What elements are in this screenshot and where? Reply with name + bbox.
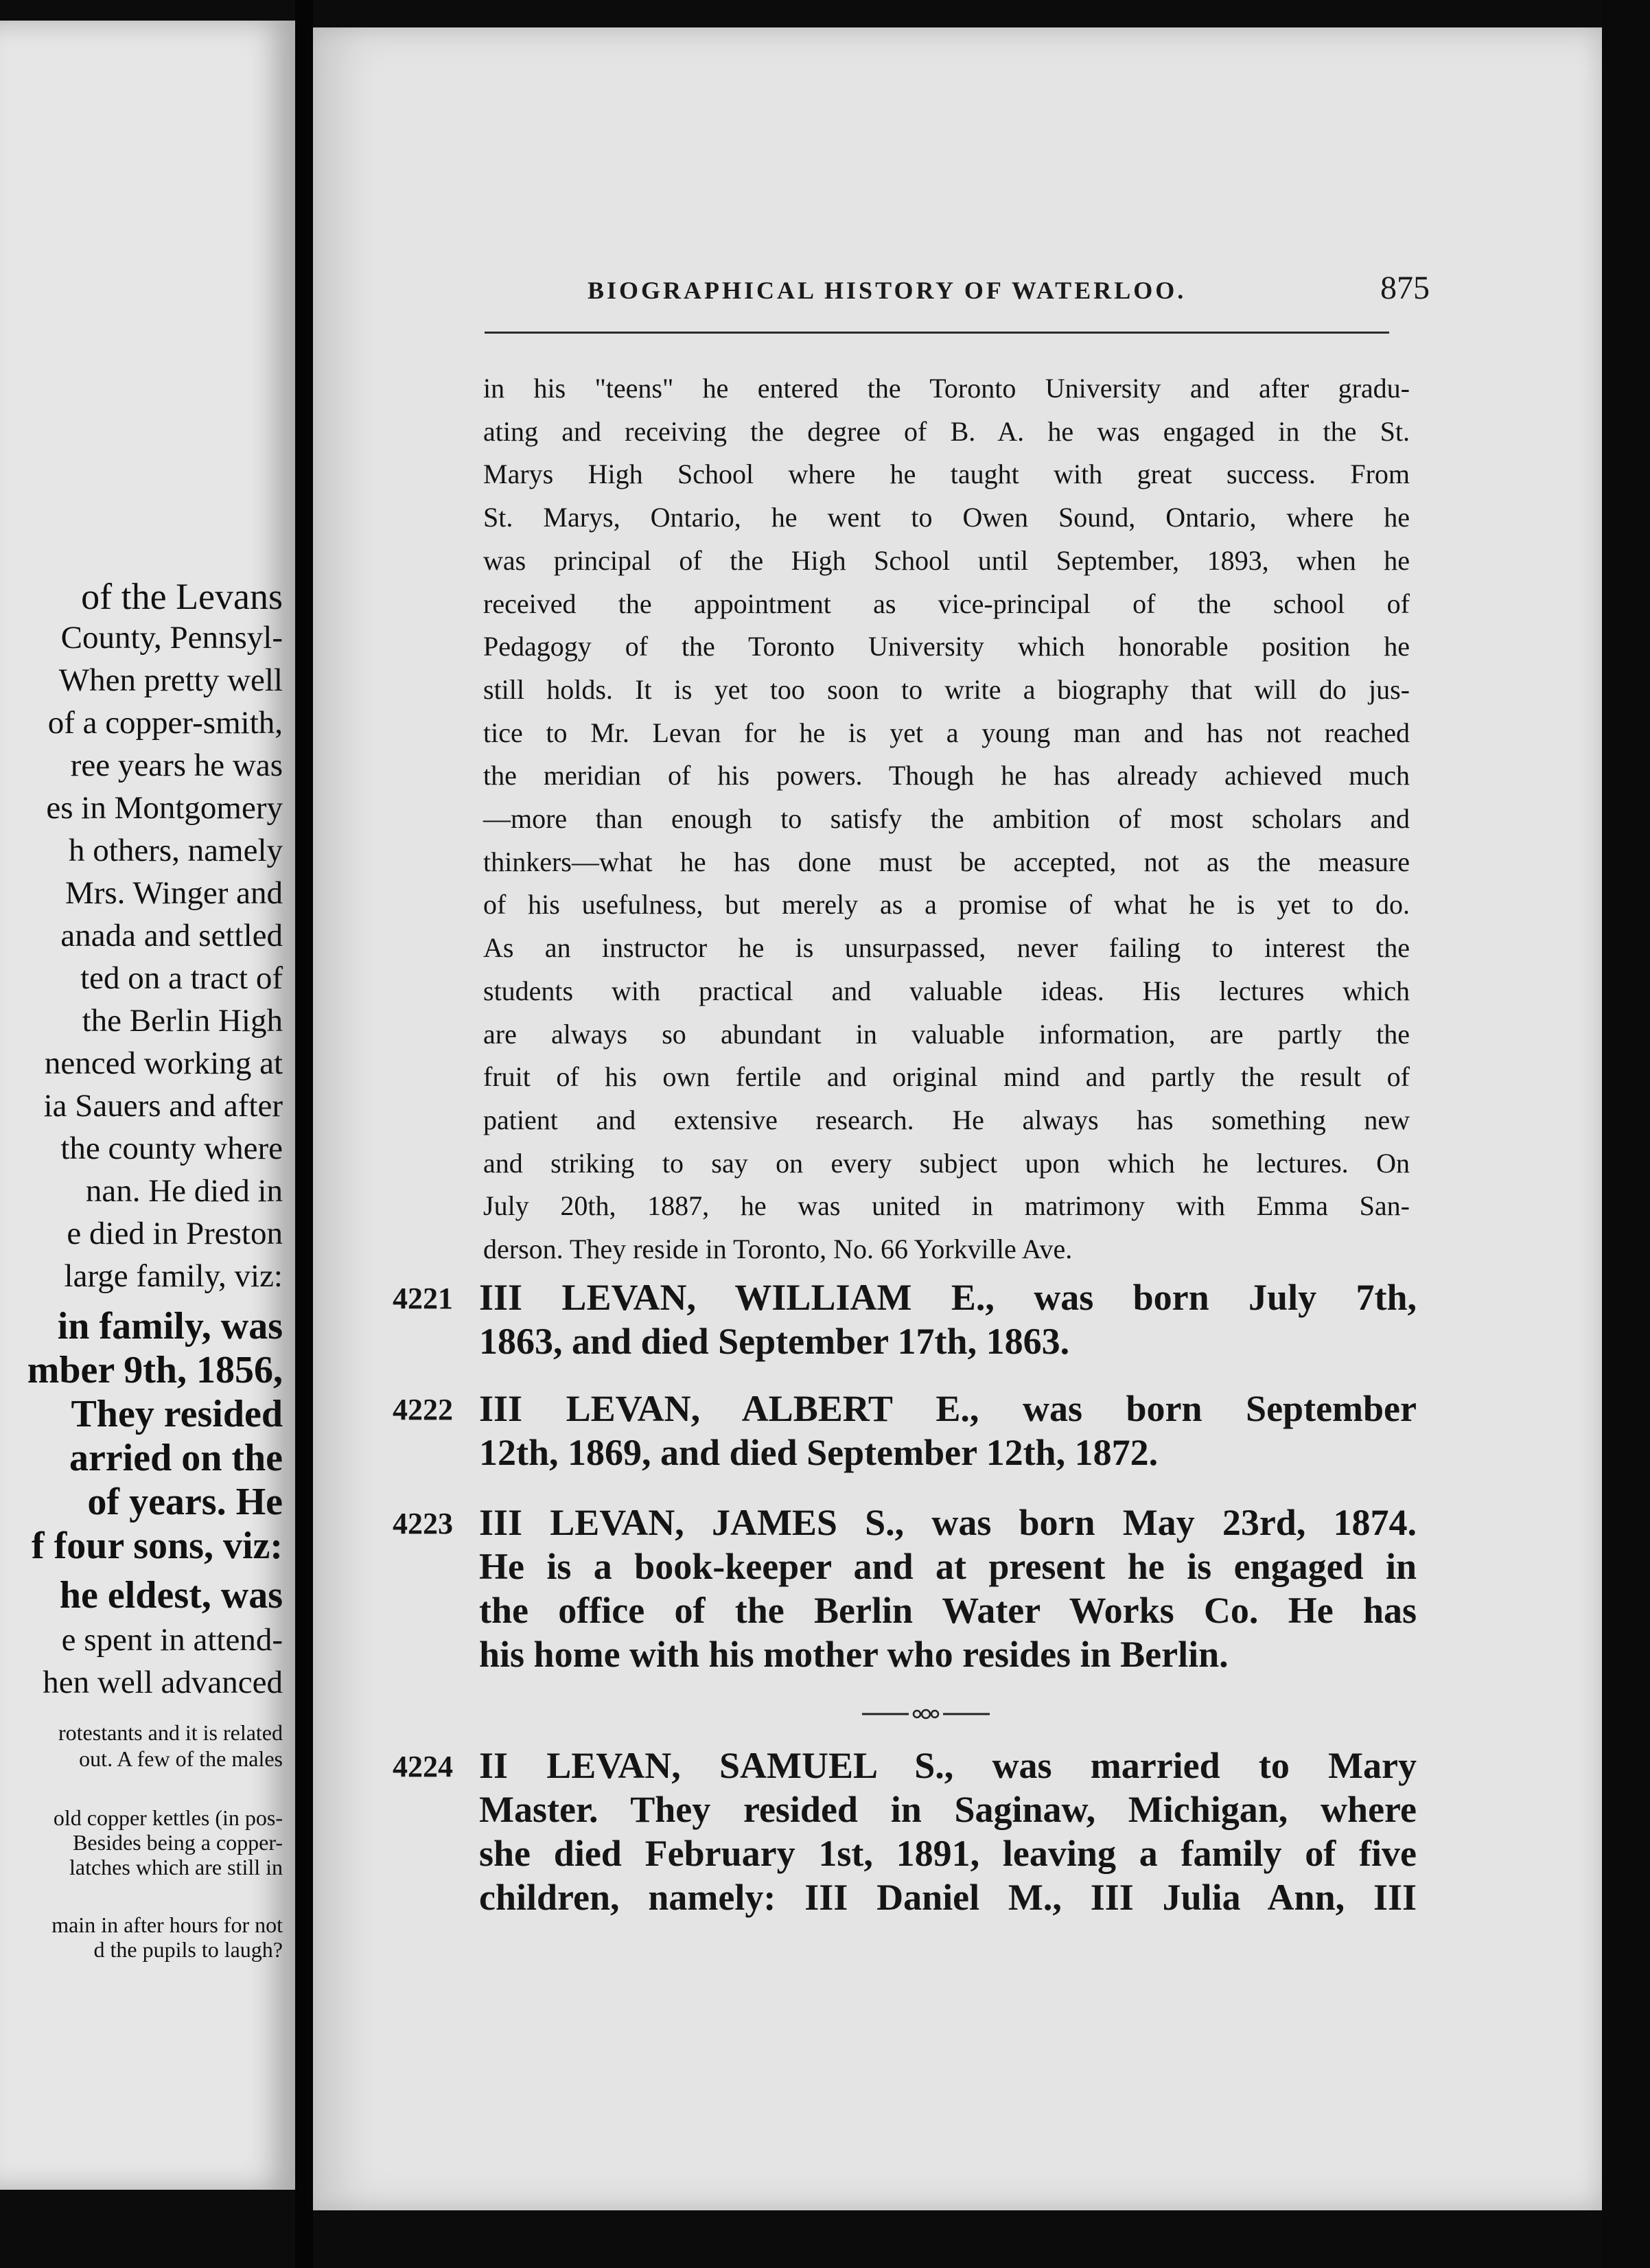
facing-page-line: e died in Preston bbox=[67, 1216, 283, 1251]
genealogy-entry bbox=[393, 1744, 1417, 1919]
scan-border bbox=[1602, 0, 1650, 2268]
entry-number: 4224 bbox=[393, 1750, 453, 1783]
entry-line: children, namely: III Daniel M., III Julia Ann, III bbox=[479, 1877, 1417, 1918]
genealogy-entry bbox=[393, 1275, 1417, 1363]
entry-line: his home with his mother who resides in Berlin. bbox=[479, 1634, 1229, 1675]
facing-page-line: old copper kettles (in pos- bbox=[53, 1805, 283, 1830]
facing-page-line: rotestants and it is related bbox=[58, 1720, 283, 1745]
facing-page-line: h others, namely bbox=[69, 833, 283, 868]
genealogy-entry bbox=[393, 1501, 1417, 1676]
text-line: in his "teens" he entered the Toronto University and after gradu- bbox=[483, 373, 1410, 404]
text-line: thinkers—what he has done must be accepted, not as the measure bbox=[483, 846, 1410, 877]
text-line: fruit of his own fertile and original mind and partly the result of bbox=[483, 1061, 1410, 1093]
facing-page-line: out. A few of the males bbox=[79, 1746, 283, 1771]
facing-page-line: Mrs. Winger and bbox=[65, 875, 283, 911]
text-line: derson. They reside in Toronto, No. 66 Yorkville Ave. bbox=[483, 1234, 1073, 1265]
facing-page-line: main in after hours for not bbox=[51, 1912, 283, 1937]
running-head: BIOGRAPHICAL HISTORY OF WATERLOO. bbox=[588, 277, 1187, 304]
entry-line: III LEVAN, ALBERT E., was born September bbox=[479, 1388, 1417, 1429]
text-line: was principal of the High School until September, 1893, when he bbox=[483, 544, 1410, 576]
text-line: Pedagogy of the Toronto University which honorable position he bbox=[483, 631, 1410, 662]
entry-line: He is a book-keeper and at present he is engaged in bbox=[479, 1546, 1417, 1587]
facing-page-line: Besides being a copper- bbox=[73, 1830, 283, 1855]
facing-page-line: of the Levans bbox=[81, 576, 283, 617]
facing-page-line: nenced working at bbox=[44, 1045, 283, 1081]
facing-page-line: hen well advanced bbox=[43, 1665, 283, 1700]
text-line: students with practical and valuable ideas. His lectures which bbox=[483, 975, 1410, 1006]
text-line: and striking to say on every subject upon which he lectures. On bbox=[483, 1147, 1410, 1179]
text-line: are always so abundant in valuable information, are partly the bbox=[483, 1018, 1410, 1050]
facing-page-line: d the pupils to laugh? bbox=[93, 1937, 283, 1962]
text-line: patient and extensive research. He always has something new bbox=[483, 1104, 1410, 1135]
facing-page-line: ia Sauers and after bbox=[43, 1088, 283, 1124]
facing-page-line: the county where bbox=[60, 1131, 283, 1166]
facing-page-line: County, Pennsyl- bbox=[60, 620, 283, 656]
facing-page-line: ted on a tract of bbox=[80, 960, 283, 996]
entry-number: 4222 bbox=[393, 1393, 453, 1426]
text-line: St. Marys, Ontario, he went to Owen Sound, Ontario, where he bbox=[483, 502, 1410, 533]
text-line: tice to Mr. Levan for he is yet a young man and has not reached bbox=[483, 717, 1410, 748]
entry-line: 1863, and died September 17th, 1863. bbox=[479, 1321, 1070, 1362]
entry-line: Master. They resided in Saginaw, Michigan, where bbox=[479, 1789, 1417, 1830]
facing-page-line: large family, viz: bbox=[64, 1258, 283, 1294]
facing-page-line: ree years he was bbox=[70, 748, 283, 783]
text-line: the meridian of his powers. Though he has already achieved much bbox=[483, 760, 1410, 791]
text-line: still holds. It is yet too soon to write a biography that will do jus- bbox=[483, 673, 1410, 705]
facing-page-line: anada and settled bbox=[60, 918, 283, 953]
facing-page-line: They resided bbox=[71, 1393, 283, 1435]
facing-page-line: f four sons, viz: bbox=[31, 1525, 283, 1567]
page-number: 875 bbox=[1380, 270, 1430, 306]
entry-line: the office of the Berlin Water Works Co. He has bbox=[479, 1590, 1417, 1631]
genealogy-entry bbox=[393, 1387, 1417, 1474]
text-line: of his usefulness, but merely as a promise of what he is yet to do. bbox=[483, 889, 1410, 921]
entry-line: III LEVAN, JAMES S., was born May 23rd, 1874. bbox=[479, 1502, 1417, 1543]
text-line: Marys High School where he taught with great success. From bbox=[483, 459, 1410, 490]
section-divider-ornament bbox=[861, 1707, 991, 1721]
book-page bbox=[313, 27, 1602, 2210]
facing-page-line: mber 9th, 1856, bbox=[27, 1349, 283, 1391]
entry-number: 4221 bbox=[393, 1282, 453, 1315]
facing-page-line: When pretty well bbox=[58, 662, 283, 698]
text-line: —more than enough to satisfy the ambition of most scholars and bbox=[483, 803, 1410, 835]
entry-line: 12th, 1869, and died September 12th, 1872. bbox=[479, 1432, 1159, 1473]
text-line: ating and receiving the degree of B. A. he was engaged in the St. bbox=[483, 415, 1410, 447]
facing-page-line: of years. He bbox=[87, 1481, 283, 1523]
entry-number: 4223 bbox=[393, 1507, 453, 1540]
facing-page bbox=[0, 21, 295, 2190]
facing-page-line: latches which are still in bbox=[69, 1855, 283, 1879]
facing-page-line: es in Montgomery bbox=[46, 790, 283, 826]
text-line: received the appointment as vice-principal of the school of bbox=[483, 588, 1410, 619]
biography-paragraph bbox=[483, 367, 1410, 1271]
book-gutter bbox=[295, 0, 313, 2268]
entry-line: II LEVAN, SAMUEL S., was married to Mary bbox=[479, 1745, 1417, 1786]
text-line: July 20th, 1887, he was united in matrimony with Emma San- bbox=[483, 1190, 1410, 1222]
entry-line: she died February 1st, 1891, leaving a family of five bbox=[479, 1833, 1417, 1874]
header-rule bbox=[485, 332, 1389, 334]
facing-page-line: nan. He died in bbox=[85, 1173, 283, 1209]
facing-page-line: e spent in attend- bbox=[61, 1622, 283, 1658]
facing-page-line: the Berlin High bbox=[82, 1003, 283, 1039]
facing-page-line: of a copper-smith, bbox=[47, 705, 283, 741]
facing-page-line: he eldest, was bbox=[59, 1574, 283, 1617]
facing-page-line: in family, was bbox=[57, 1305, 283, 1347]
text-line: As an instructor he is unsurpassed, never failing to interest the bbox=[483, 932, 1410, 964]
entry-line: III LEVAN, WILLIAM E., was born July 7th, bbox=[479, 1277, 1417, 1318]
facing-page-line: arried on the bbox=[69, 1437, 283, 1479]
